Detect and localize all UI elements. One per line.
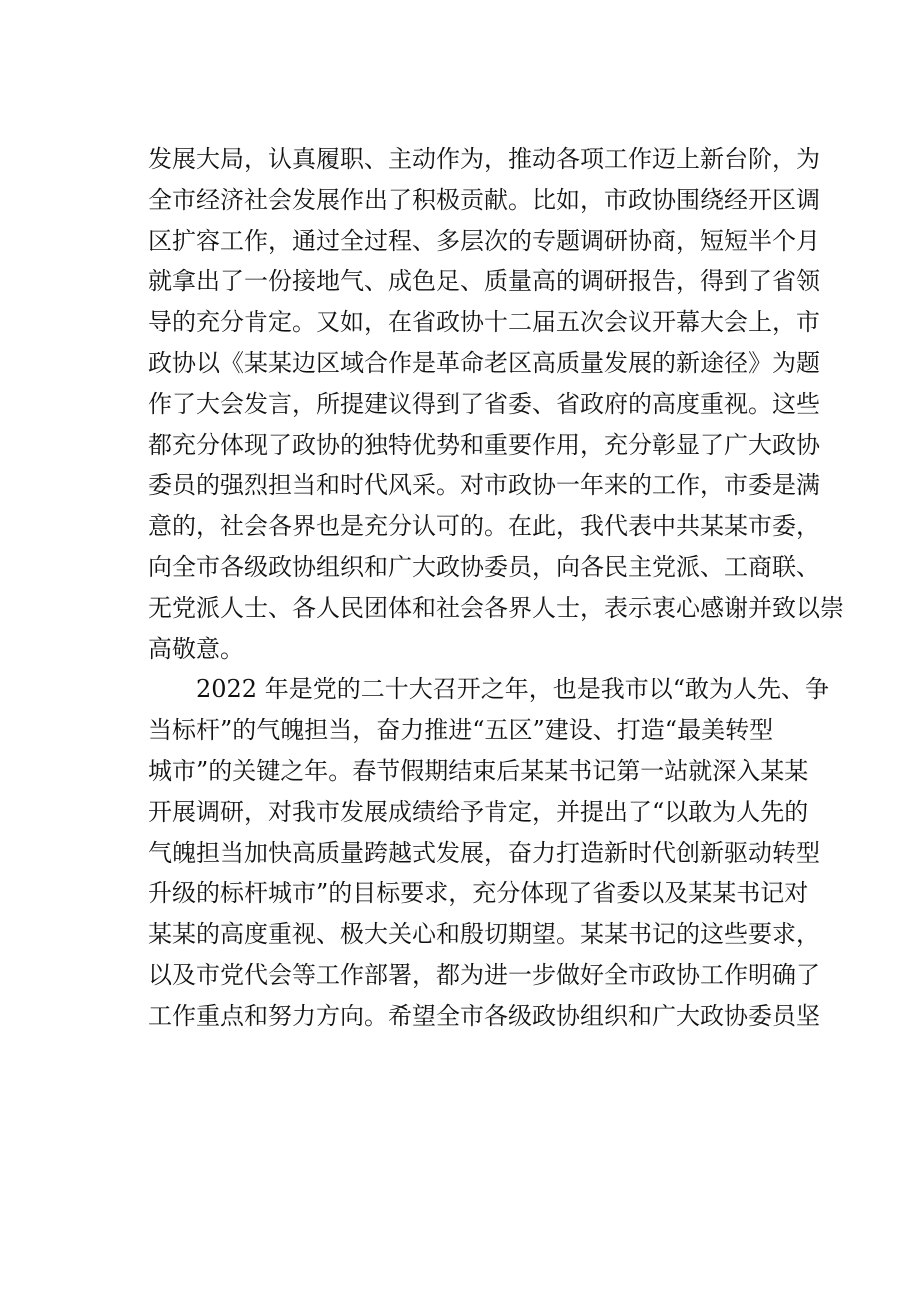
paragraph-line: 无党派人士、各人民团体和社会各界人士，表示衷心感谢并致以崇 xyxy=(148,593,844,622)
paragraph-line: 气魄担当加快高质量跨越式发展，奋力打造新时代创新驱动转型 xyxy=(148,838,820,867)
paragraph-2 xyxy=(148,669,829,1036)
paragraph-line: 当标杆”的气魄担当，奋力推进“五区”建设、打造“最美转型 xyxy=(148,716,774,745)
paragraph-line: 都充分体现了政协的独特优势和重要作用，充分彰显了广大政协 xyxy=(148,430,820,459)
paragraph-line: 升级的标杆城市”的目标要求，充分体现了省委以及某某书记对 xyxy=(148,879,809,908)
paragraph-line: 2022 年是党的二十大召开之年，也是我市以“敢为人先、争 xyxy=(196,675,829,704)
paragraph-1 xyxy=(148,139,844,669)
paragraph-line: 工作重点和努力方向。希望全市各级政协组织和广大政协委员坚 xyxy=(148,1001,820,1030)
document-body xyxy=(148,139,844,1037)
paragraph-line: 作了大会发言，所提建议得到了省委、省政府的高度重视。这些 xyxy=(148,389,820,418)
paragraph-line: 开展调研，对我市发展成绩给予肯定，并提出了“以敢为人先的 xyxy=(148,797,809,826)
paragraph-line: 以及市党代会等工作部署，都为进一步做好全市政协工作明确了 xyxy=(148,960,820,989)
paragraph-line: 发展大局，认真履职、主动作为，推动各项工作迈上新台阶，为 xyxy=(148,145,820,173)
paragraph-line: 委员的强烈担当和时代风采。对市政协一年来的工作，市委是满 xyxy=(148,471,820,500)
paragraph-line: 城市”的关键之年。春节假期结束后某某书记第一站就深入某某 xyxy=(148,756,809,785)
paragraph-line: 高敬意。 xyxy=(148,634,244,663)
paragraph-line: 区扩容工作，通过全过程、多层次的专题调研协商，短短半个月 xyxy=(148,226,820,255)
paragraph-line: 向全市各级政协组织和广大政协委员，向各民主党派、工商联、 xyxy=(148,552,820,581)
paragraph-line: 全市经济社会发展作出了积极贡献。比如，市政协围绕经开区调 xyxy=(148,185,820,214)
paragraph-line: 导的充分肯定。又如，在省政协十二届五次会议开幕大会上，市 xyxy=(148,308,820,337)
paragraph-line: 某某的高度重视、极大关心和殷切期望。某某书记的这些要求， xyxy=(148,920,820,949)
paragraph-line: 意的，社会各界也是充分认可的。在此，我代表中共某某市委， xyxy=(148,512,820,541)
paragraph-line: 政协以《某某边区域合作是革命老区高质量发展的新途径》为题 xyxy=(148,348,820,377)
paragraph-line: 就拿出了一份接地气、成色足、质量高的调研报告，得到了省领 xyxy=(148,267,820,296)
